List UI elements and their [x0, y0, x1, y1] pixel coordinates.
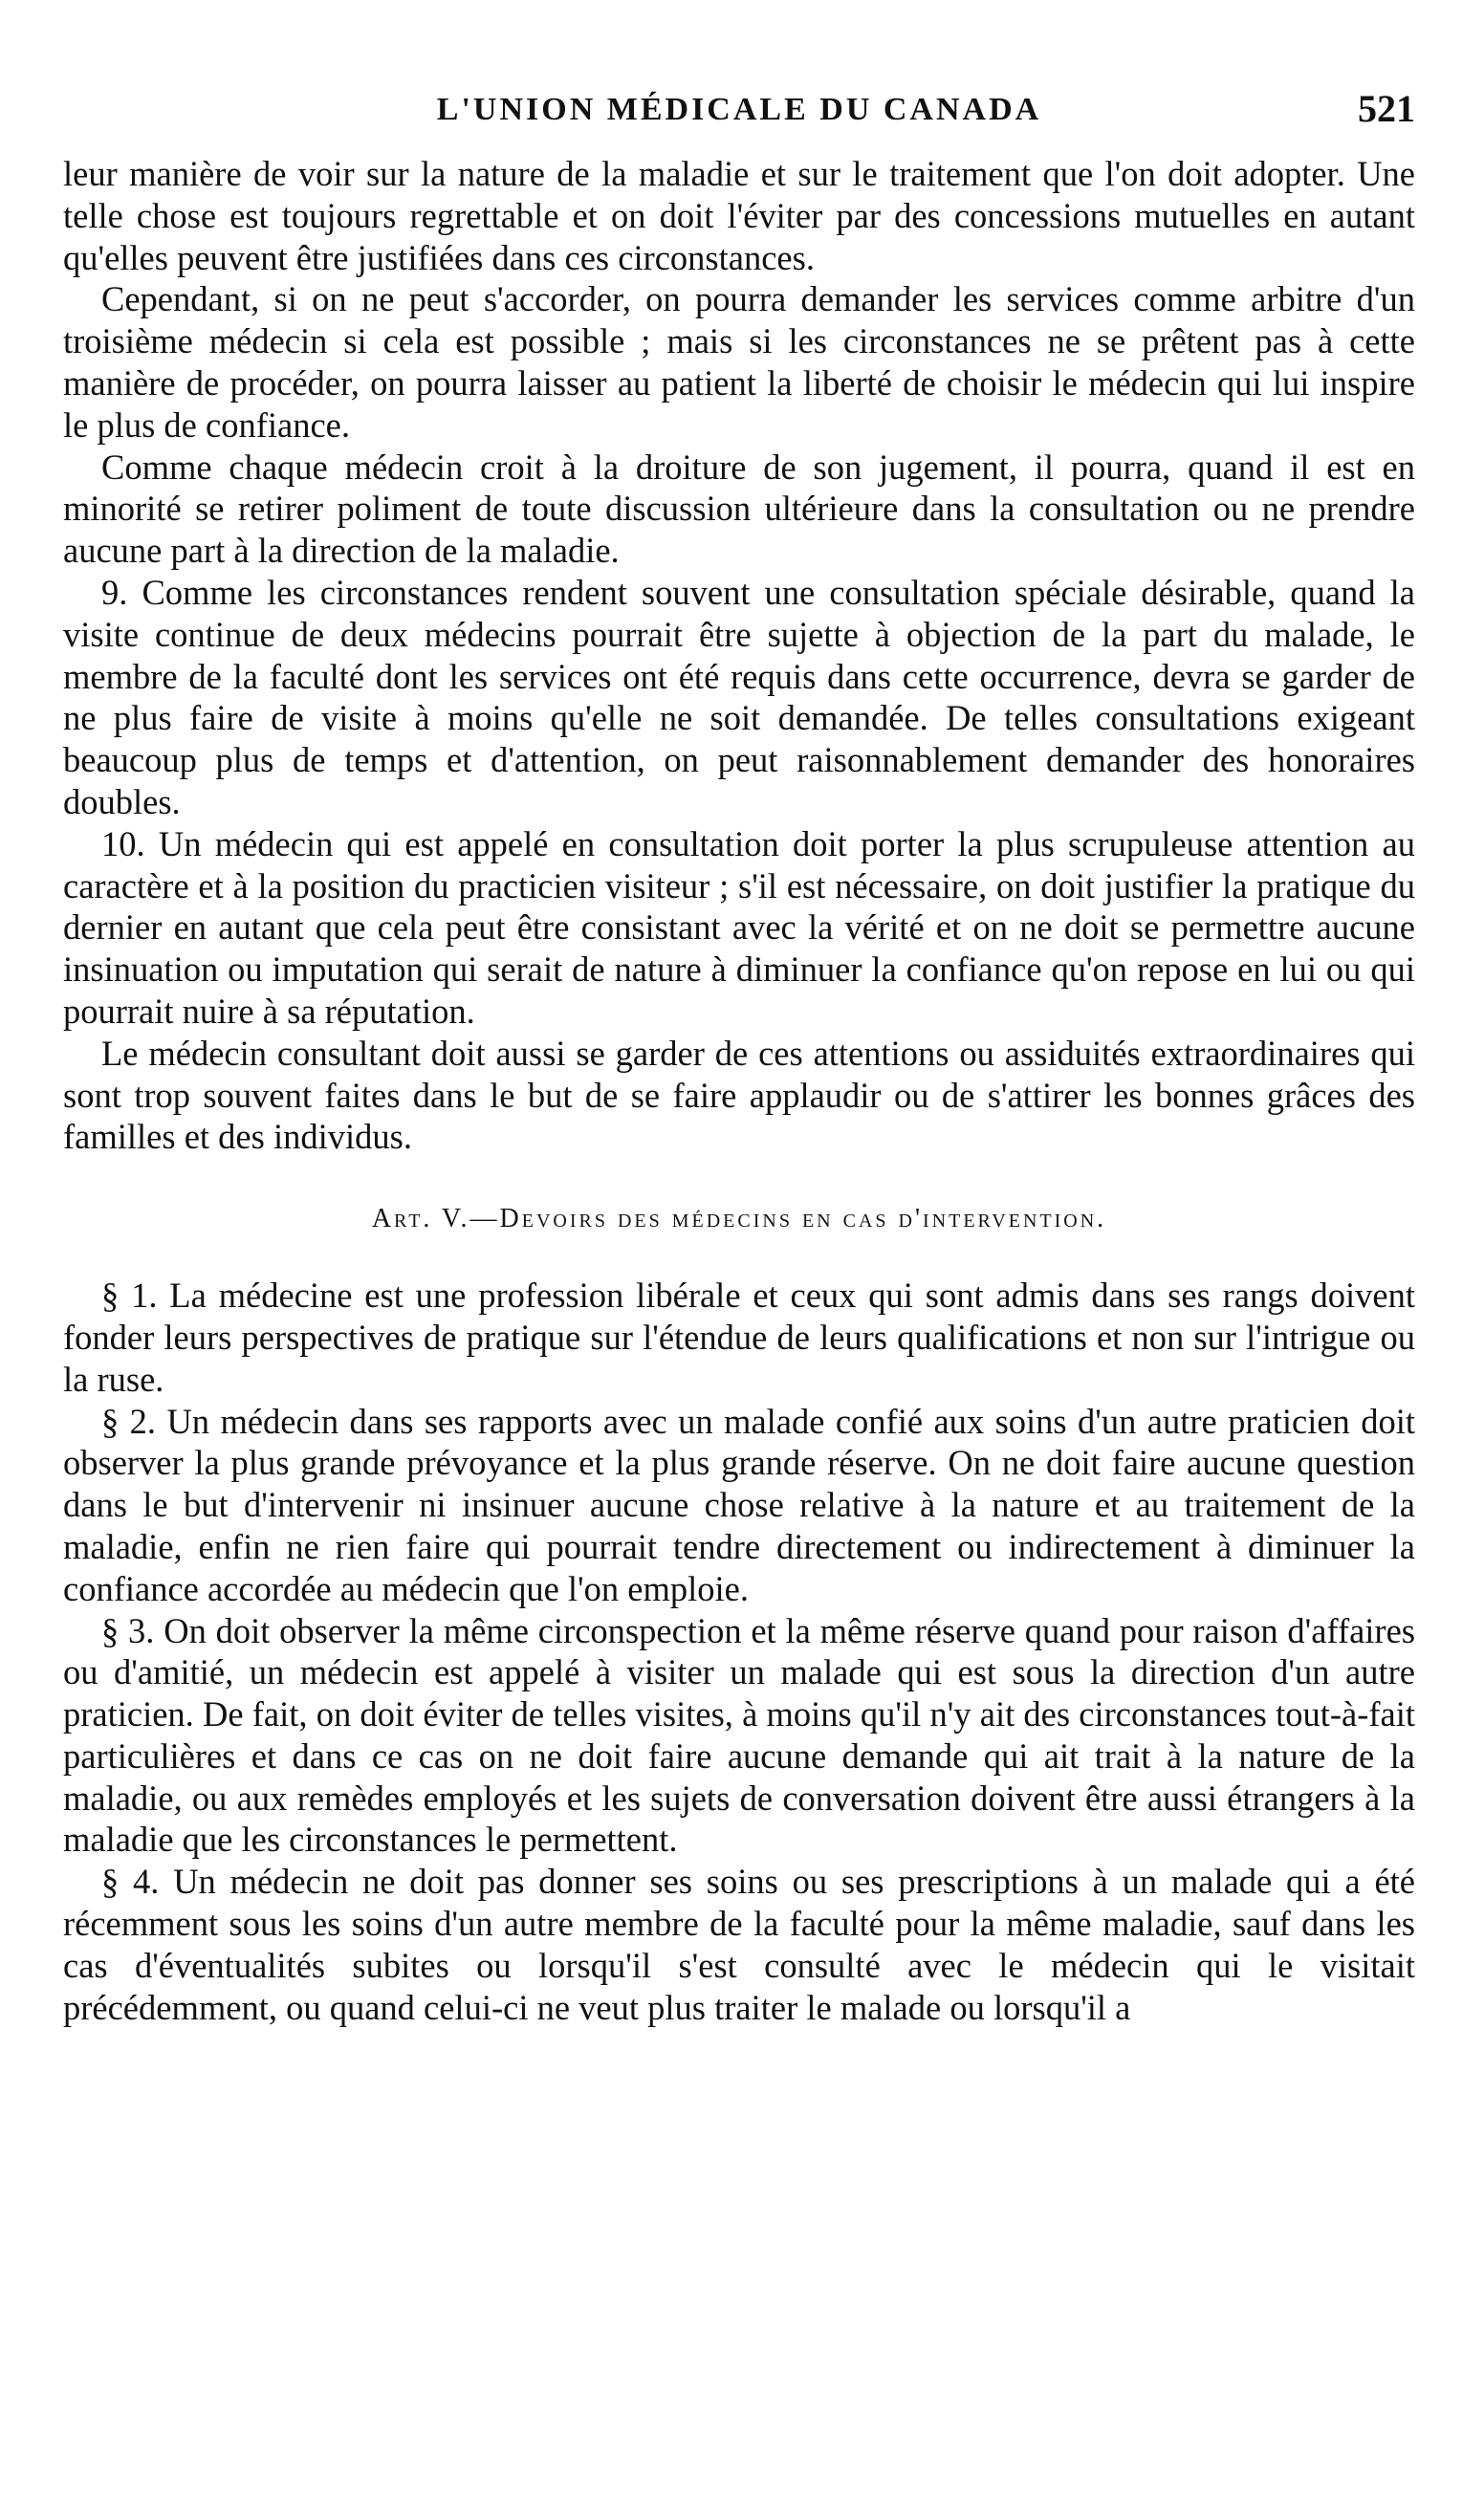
paragraph: 9. Comme les circonstances rendent souvent une consultation spéciale désirable, quand la visite continue de deux médecins pourrait être sujette à objection de la part du malade, le membre de la faculté dont les services ont été requis dans cette occurrence, devra se garder de ne plus faire de visite à moins qu'elle ne soit demandée. De telles consultations exigeant beaucoup plus de temps et d'attention, on peut raisonnablement demander des honoraires doubles. [63, 572, 1415, 821]
paragraph: 10. Un médecin qui est appelé en consultation doit porter la plus scrupuleuse attention au caractère et à la position du practicien visiteur ; s'il est nécessaire, on doit justifier la pratique du dernier en autant que cela peut être consistant avec la vérité et on ne doit se permettre aucune insinuation ou imputation qui serait de nature à diminuer la confiance qu'on repose en lui ou qui pourrait nuire à sa réputation. [63, 823, 1415, 1031]
paragraph: § 3. On doit observer la même circonspection et la même réserve quand pour raison d'affaires ou d'amitié, un médecin est appelé à visiter un malade qui est sous la direction d'un autre praticien. De fait, on doit éviter de telles visites, à moins qu'il n'y ait des circonstances tout-à-fait particulières et dans ce cas on ne doit faire aucune demande qui ait trait à la nature de la maladie, ou aux remèdes employés et les sujets de conversation doivent être aussi étrangers à la maladie que les circonstances le permettent. [63, 1610, 1415, 1860]
paragraph: Le médecin consultant doit aussi se garder de ces attentions ou assiduités extraordinaires qui sont trop souvent faites dans le but de se faire applaudir ou de s'attirer les bonnes grâces des familles et des individus. [63, 1033, 1415, 1157]
paragraph: § 4. Un médecin ne doit pas donner ses soins ou ses prescriptions à un malade qui a été récemment sous les soins d'un autre membre de la faculté pour la même maladie, sauf dans les cas d'éventualités subites ou lorsqu'il s'est consulté avec le médecin qui le visitait précédemment, ou quand celui-ci ne veut plus traiter le malade ou lorsqu'il a [63, 1862, 1415, 2027]
paragraph: § 1. La médecine est une profession libérale et ceux qui sont admis dans ses rangs doivent fonder leurs perspectives de pratique sur l'étendue de leurs qualifications et non sur l'intrigue ou la ruse. [63, 1276, 1415, 1399]
running-header [63, 86, 1415, 153]
body-text [63, 153, 1415, 2028]
paragraph: Cependant, si on ne peut s'accorder, on pourra demander les services comme arbitre d'un troisième médecin si cela est possible ; mais si les circonstances ne se prêtent pas à cette manière de procéder, on pourra laisser au patient la liberté de choisir le médecin qui lui inspire le plus de confiance. [63, 279, 1415, 445]
journal-title: L'UNION MÉDICALE DU CANADA [436, 92, 1042, 127]
article-heading: Art. V.—Devoirs des médecins en cas d'intervention. [371, 1204, 1107, 1234]
paragraph: leur manière de voir sur la nature de la maladie et sur le traitement que l'on doit adopter. Une telle chose est toujours regrettable et on doit l'éviter par des concessions mutuelles en autant qu'elles peuvent être justifiées dans ces circonstances. [63, 154, 1415, 277]
page-number: 521 [1358, 87, 1415, 130]
paragraph: Comme chaque médecin croit à la droiture de son jugement, il pourra, quand il est en minorité se retirer poliment de toute discussion ultérieure dans la consultation ou ne prendre aucune part à la direction de la maladie. [63, 447, 1415, 571]
paragraph: § 2. Un médecin dans ses rapports avec un malade confié aux soins d'un autre praticien doit observer la plus grande prévoyance et la plus grande réserve. On ne doit faire aucune question dans le but d'intervenir ni insinuer aucune chose relative à la nature et au traitement de la maladie, enfin ne rien faire qui pourrait tendre directement ou indirectement à diminuer la confiance accordée au médecin que l'on emploie. [63, 1401, 1415, 1608]
